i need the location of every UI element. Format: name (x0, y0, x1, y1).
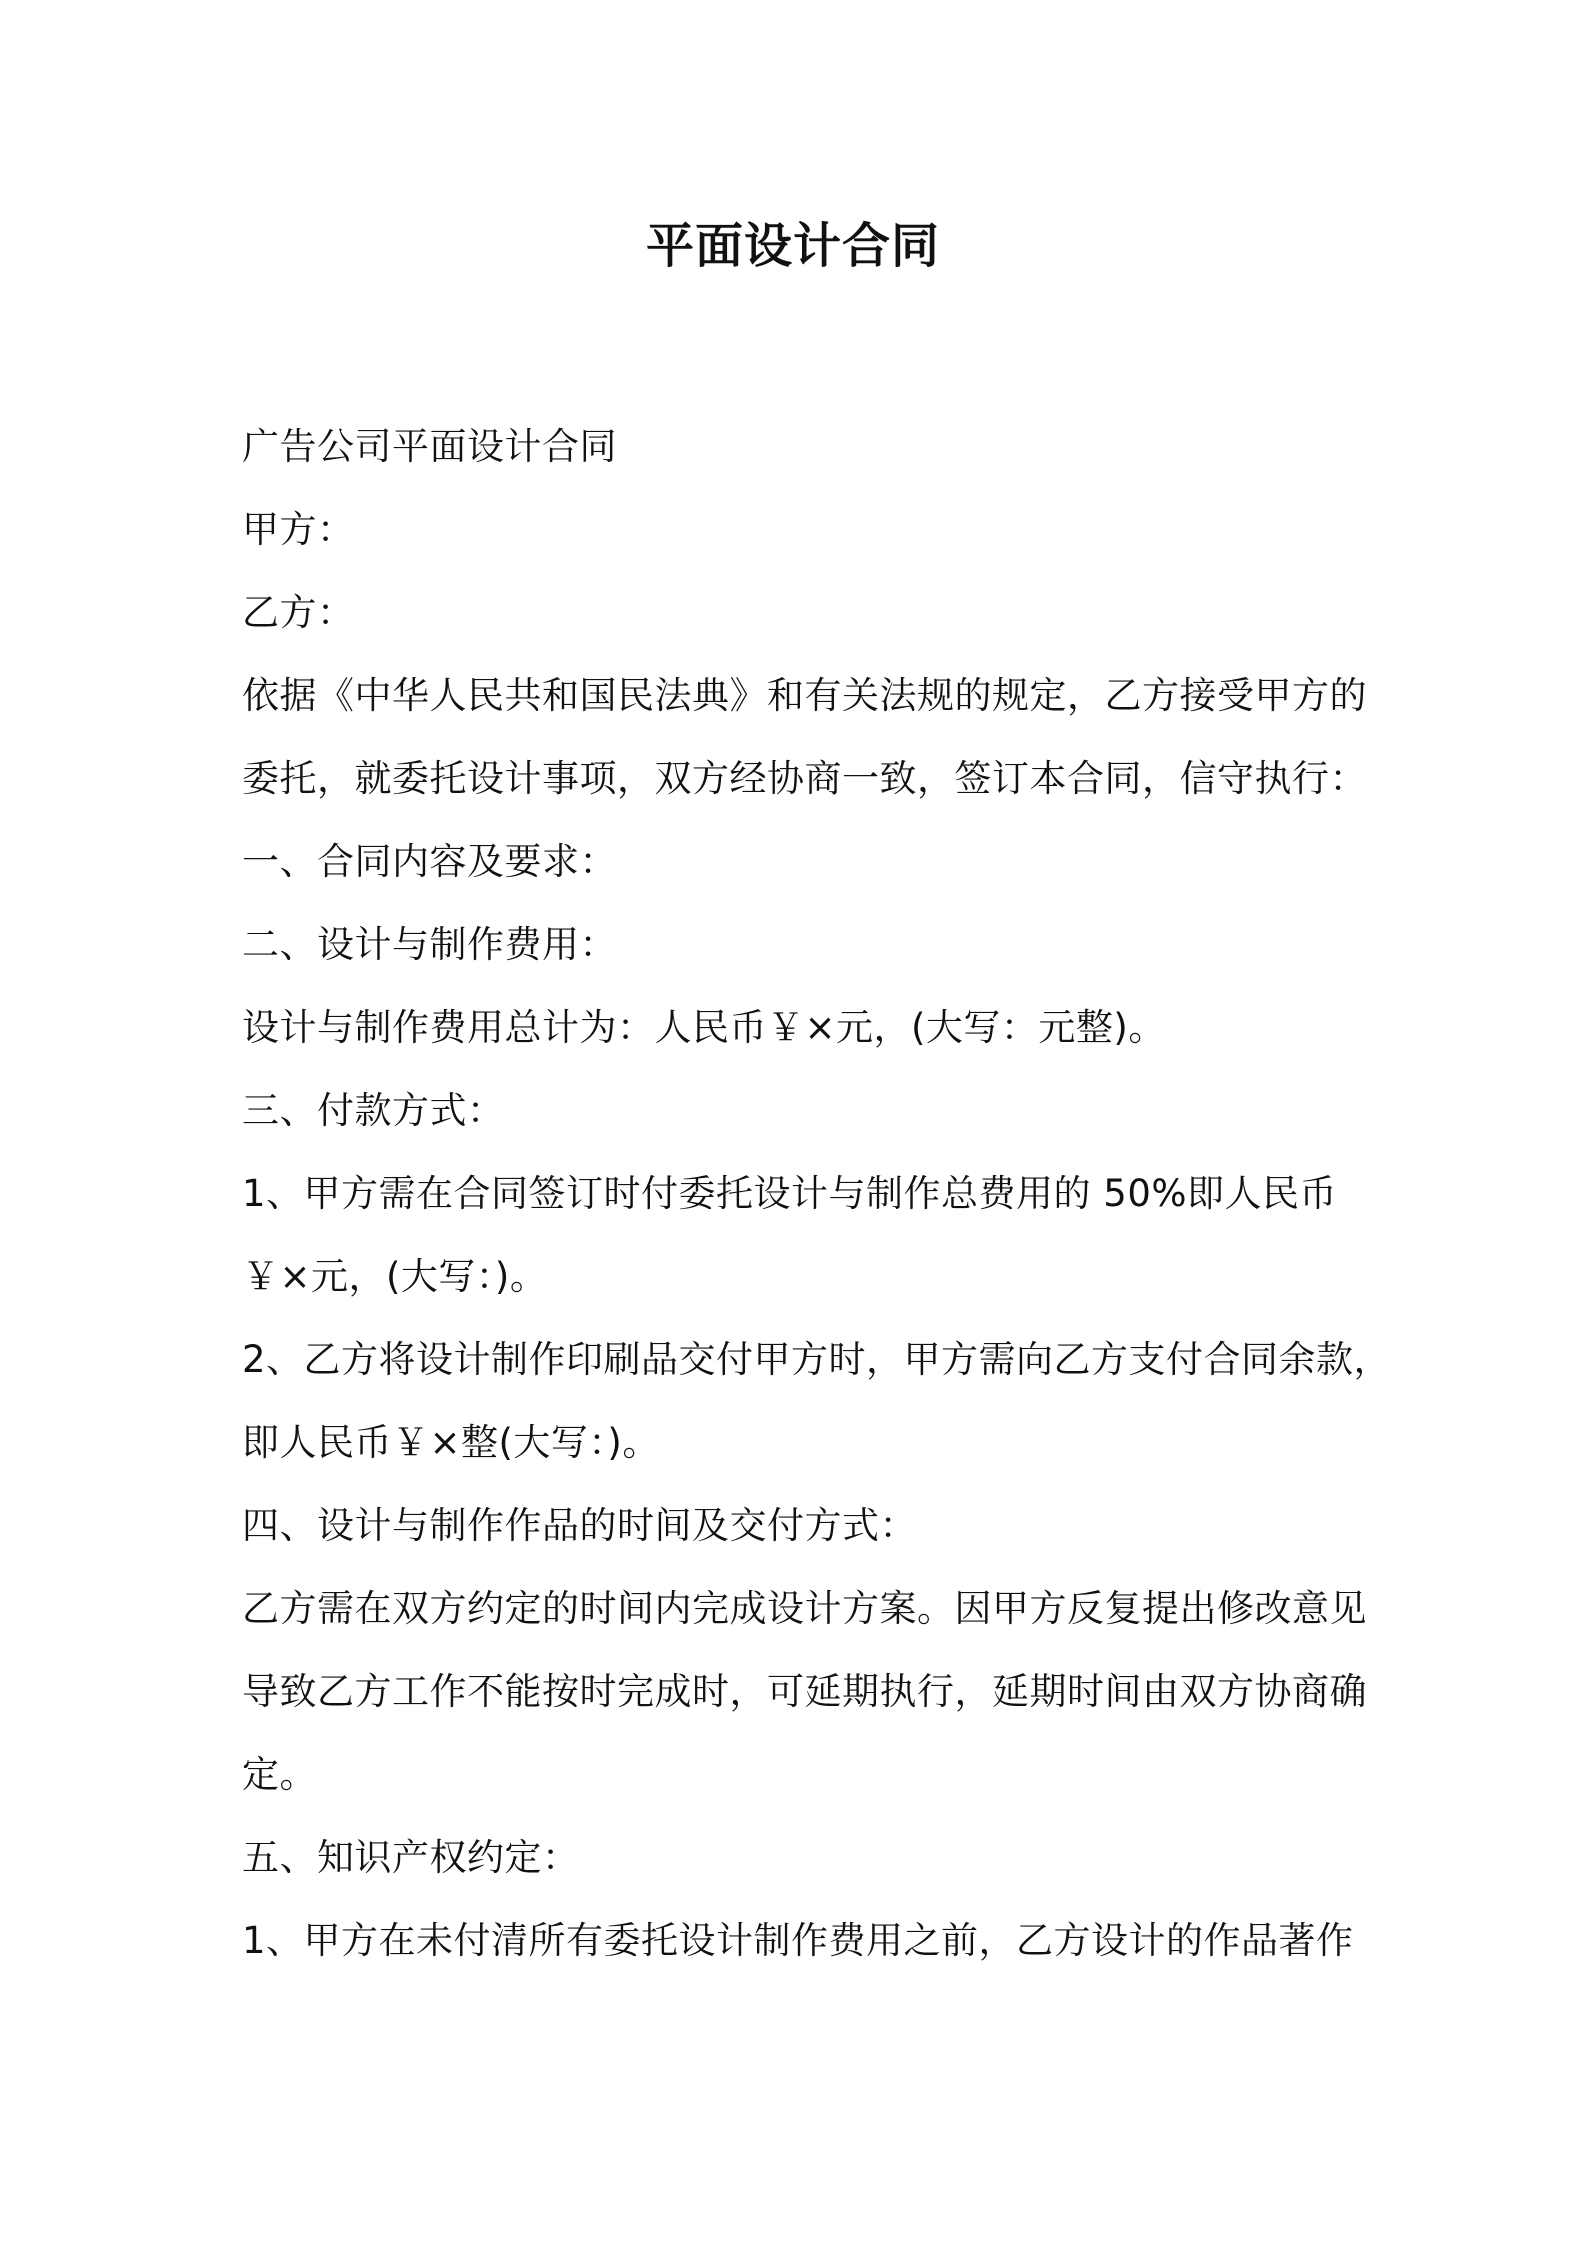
ip-clause-1-line-1: 1、甲方在未付清所有委托设计制作费用之前，乙方设计的作品著作 (242, 1919, 1354, 1962)
section-4-heading: 四、设计与制作作品的时间及交付方式： (242, 1504, 917, 1547)
fee-total-line: 设计与制作费用总计为：人民币￥×元，(大写：元整)。 (242, 1006, 1166, 1049)
section-5-heading: 五、知识产权约定： (242, 1836, 580, 1879)
section-2-heading: 二、设计与制作费用： (242, 923, 617, 966)
section-3-heading: 三、付款方式： (242, 1089, 505, 1132)
party-a-line: 甲方： (242, 508, 355, 551)
document-title: 平面设计合同 (645, 218, 940, 274)
preamble-line-2: 委托，就委托设计事项，双方经协商一致，签订本合同，信守执行： (242, 757, 1367, 800)
preamble-line-1: 依据《中华人民共和国民法典》和有关法规的规定，乙方接受甲方的 (242, 674, 1367, 717)
section-1-heading: 一、合同内容及要求： (242, 840, 617, 883)
party-b-line: 乙方： (242, 591, 355, 634)
payment-clause-1-line-2: ￥×元，(大写：)。 (242, 1255, 548, 1298)
delivery-clause-line-2: 导致乙方工作不能按时完成时，可延期执行，延期时间由双方协商确 (242, 1670, 1367, 1713)
delivery-clause-line-1: 乙方需在双方约定的时间内完成设计方案。因甲方反复提出修改意见 (242, 1587, 1367, 1630)
document-body (242, 405, 1392, 1982)
payment-clause-2-line-1: 2、乙方将设计制作印刷品交付甲方时，甲方需向乙方支付合同余款， (242, 1338, 1392, 1381)
payment-clause-1-line-1: 1、甲方需在合同签订时付委托设计与制作总费用的 50%即人民币 (242, 1172, 1338, 1215)
payment-clause-2-line-2: 即人民币￥×整(大写：)。 (242, 1421, 660, 1464)
delivery-clause-line-3: 定。 (242, 1753, 317, 1796)
subtitle-line: 广告公司平面设计合同 (242, 425, 617, 468)
